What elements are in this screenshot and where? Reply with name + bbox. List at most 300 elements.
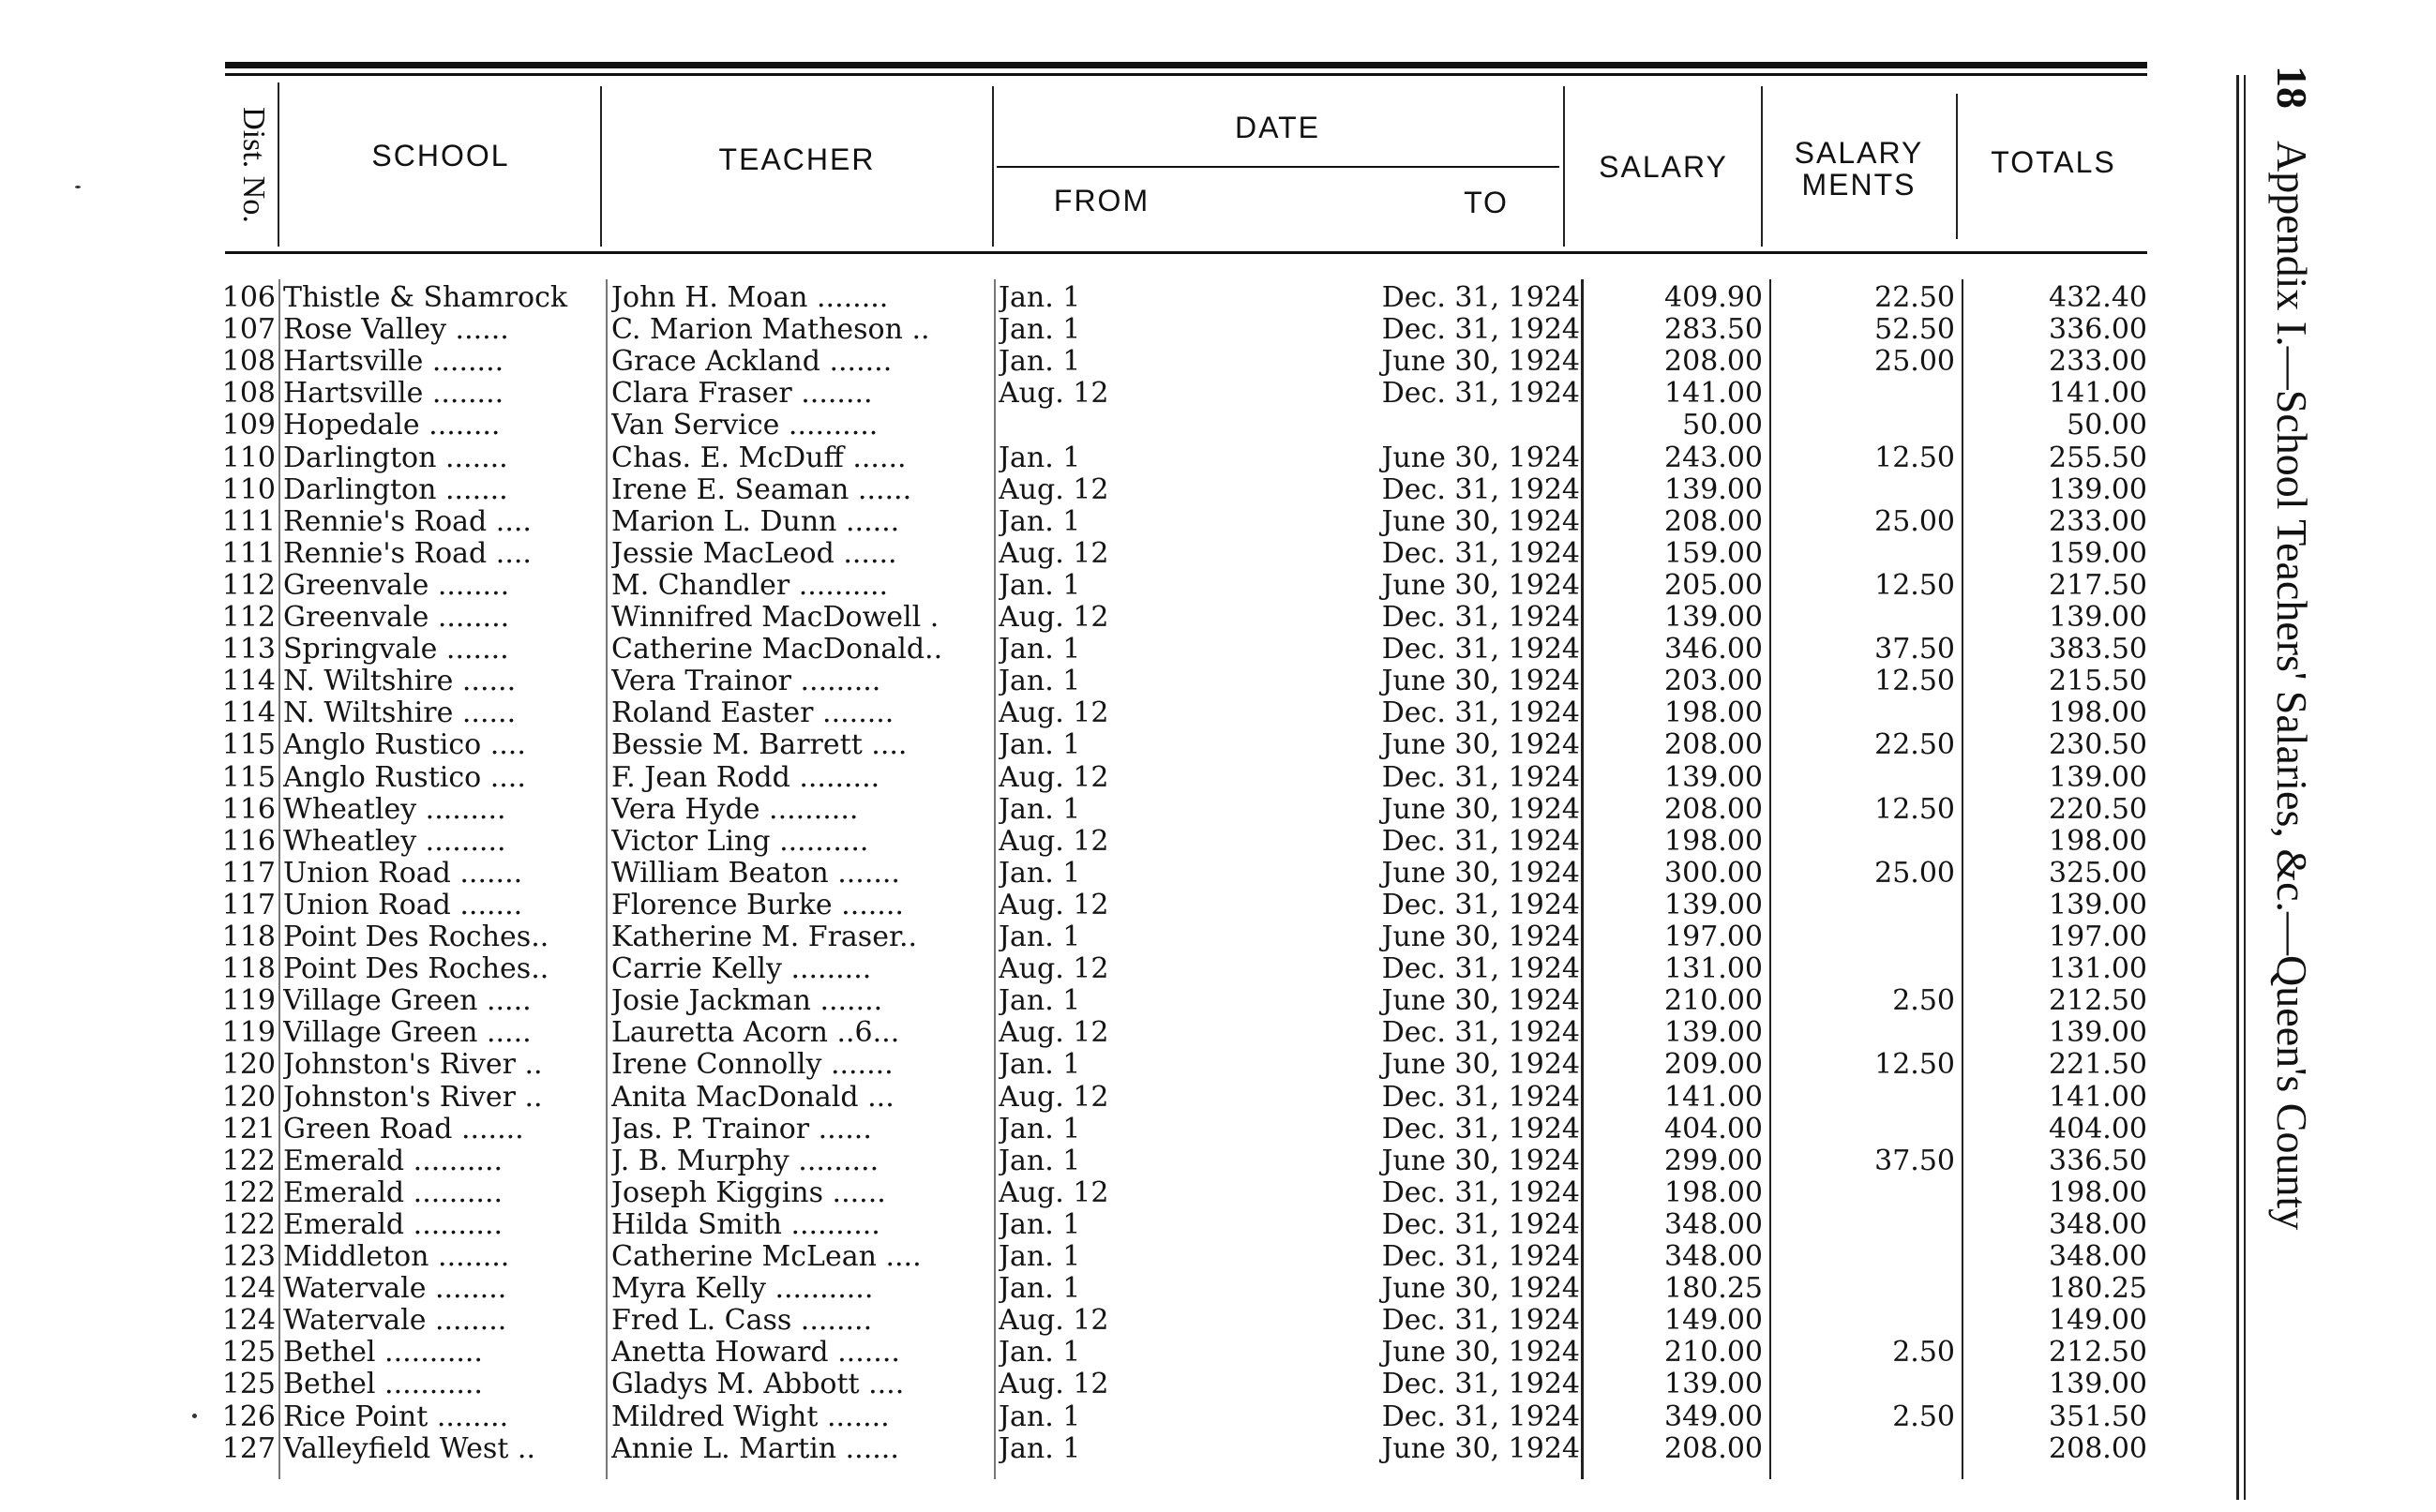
- header-teacher: TEACHER: [718, 142, 876, 176]
- dist-no-cell: 126: [221, 1400, 276, 1433]
- date-to-cell: Dec. 31, 1924: [1381, 1017, 1580, 1050]
- table-row: [0, 697, 2157, 729]
- salary-cell: 208.00: [1664, 729, 1763, 762]
- date-from-cell: Jan. 1: [999, 857, 1081, 890]
- table-row: [0, 1273, 2157, 1305]
- school-cell: Valleyfield West ..: [283, 1432, 535, 1465]
- date-from-cell: Jan. 1: [999, 314, 1081, 347]
- dist-no-cell: 117: [221, 889, 276, 921]
- school-cell: Darlington .......: [283, 473, 508, 506]
- date-to-cell: June 30, 1924: [1381, 442, 1580, 474]
- total-cell: 50.00: [2067, 410, 2147, 442]
- total-cell: 221.50: [2049, 1049, 2147, 1082]
- school-cell: Springvale .......: [283, 634, 509, 666]
- teacher-cell: William Beaton .......: [611, 857, 900, 890]
- page-number: 18: [2268, 66, 2317, 109]
- teacher-cell: Van Service ..........: [611, 410, 879, 442]
- dist-no-cell: 119: [221, 1017, 276, 1050]
- salary-cell: 139.00: [1664, 473, 1763, 506]
- salary-cell: 198.00: [1664, 1176, 1763, 1209]
- total-cell: 233.00: [2049, 346, 2147, 379]
- date-from-cell: Jan. 1: [999, 1432, 1081, 1465]
- table-row: [0, 1177, 2157, 1209]
- dist-no-cell: 113: [221, 634, 276, 666]
- school-cell: Bethel ...........: [283, 1369, 483, 1401]
- salary-cell: 139.00: [1664, 1017, 1763, 1050]
- teacher-cell: Anetta Howard .......: [611, 1337, 900, 1370]
- total-cell: 198.00: [2049, 1176, 2147, 1209]
- table-row: [0, 346, 2157, 378]
- dist-no-cell: 108: [221, 378, 276, 411]
- salary-ments-cell: 2.50: [1892, 1400, 1955, 1433]
- date-from-cell: Jan. 1: [999, 666, 1081, 698]
- date-to-cell: June 30, 1924: [1381, 666, 1580, 698]
- total-cell: 383.50: [2049, 634, 2147, 666]
- school-cell: Rennie's Road ....: [283, 537, 532, 570]
- date-to-cell: Dec. 31, 1924: [1381, 1176, 1580, 1209]
- table-row: [0, 602, 2157, 634]
- teacher-cell: Marion L. Dunn ......: [611, 505, 900, 538]
- date-to-cell: Dec. 31, 1924: [1381, 1369, 1580, 1401]
- salary-ments-cell: 22.50: [1874, 729, 1955, 762]
- total-cell: 348.00: [2049, 1241, 2147, 1273]
- dist-no-cell: 122: [221, 1208, 276, 1241]
- teacher-cell: C. Marion Matheson ..: [611, 314, 930, 347]
- dist-no-cell: 115: [221, 761, 276, 794]
- date-from-cell: Jan. 1: [999, 346, 1081, 379]
- school-cell: N. Wiltshire ......: [283, 666, 517, 698]
- date-from-cell: Jan. 1: [999, 634, 1081, 666]
- table-row: [0, 890, 2157, 921]
- table-row: [0, 1369, 2157, 1400]
- header-date: DATE: [1235, 111, 1320, 144]
- school-cell: Anglo Rustico ....: [283, 729, 526, 762]
- dist-no-cell: 110: [221, 442, 276, 474]
- date-from-cell: Aug. 12: [999, 1176, 1109, 1209]
- teacher-cell: Hilda Smith ..........: [611, 1208, 880, 1241]
- dist-no-cell: 115: [221, 729, 276, 762]
- total-cell: 180.25: [2049, 1273, 2147, 1306]
- salary-ments-cell: 25.00: [1874, 505, 1955, 538]
- teacher-cell: Vera Trainor .........: [611, 666, 881, 698]
- school-cell: Johnston's River ..: [283, 1081, 543, 1114]
- teacher-cell: Anita MacDonald ...: [611, 1081, 895, 1114]
- date-to-cell: Dec. 31, 1924: [1381, 825, 1580, 858]
- teacher-cell: Carrie Kelly .........: [611, 953, 872, 986]
- date-from-cell: Aug. 12: [999, 1305, 1109, 1338]
- salary-cell: 203.00: [1664, 666, 1763, 698]
- dist-no-cell: 109: [221, 410, 276, 442]
- date-to-cell: June 30, 1924: [1381, 1049, 1580, 1082]
- school-cell: Middleton ........: [283, 1241, 510, 1273]
- dist-no-cell: 122: [221, 1145, 276, 1177]
- date-to-cell: Dec. 31, 1924: [1381, 1241, 1580, 1273]
- date-to-cell: June 30, 1924: [1381, 1432, 1580, 1465]
- header-school: SCHOOL: [371, 139, 510, 172]
- school-cell: Watervale ........: [283, 1273, 507, 1306]
- salary-ments-cell: 37.50: [1874, 634, 1955, 666]
- total-cell: 230.50: [2049, 729, 2147, 762]
- school-cell: Hopedale ........: [283, 410, 501, 442]
- total-cell: 217.50: [2049, 569, 2147, 602]
- table-row: [0, 921, 2157, 953]
- school-cell: Union Road .......: [283, 889, 523, 921]
- dist-no-cell: 111: [221, 537, 276, 570]
- table-row: [0, 794, 2157, 826]
- table-row: [0, 1433, 2157, 1465]
- date-from-cell: Aug. 12: [999, 473, 1109, 506]
- teacher-cell: M. Chandler ..........: [611, 569, 889, 602]
- school-cell: Emerald ..........: [283, 1208, 504, 1241]
- date-to-cell: June 30, 1924: [1381, 346, 1580, 379]
- total-cell: 351.50: [2049, 1400, 2147, 1433]
- header-salary-ments: SALARY MENTS: [1794, 136, 1924, 202]
- date-to-cell: June 30, 1924: [1381, 921, 1580, 953]
- date-from-cell: Jan. 1: [999, 1400, 1081, 1433]
- salary-ments-cell: 25.00: [1874, 346, 1955, 379]
- total-cell: 159.00: [2049, 537, 2147, 570]
- teacher-cell: Josie Jackman .......: [611, 985, 883, 1018]
- dist-no-cell: 114: [221, 666, 276, 698]
- table-row: [0, 378, 2157, 410]
- salary-cell: 409.90: [1664, 282, 1763, 314]
- salary-cell: 180.25: [1664, 1273, 1763, 1306]
- date-to-cell: Dec. 31, 1924: [1381, 1113, 1580, 1145]
- salary-cell: 205.00: [1664, 569, 1763, 602]
- scan-speck: [75, 186, 81, 188]
- table-row: [0, 1209, 2157, 1241]
- date-subrule: [997, 166, 1559, 168]
- total-cell: 208.00: [2049, 1432, 2147, 1465]
- date-to-cell: June 30, 1924: [1381, 985, 1580, 1018]
- date-to-cell: Dec. 31, 1924: [1381, 1208, 1580, 1241]
- date-from-cell: Jan. 1: [999, 282, 1081, 314]
- table-row: [0, 1049, 2157, 1081]
- salary-cell: 197.00: [1664, 921, 1763, 953]
- teacher-cell: Gladys M. Abbott ....: [611, 1369, 905, 1401]
- teacher-cell: John H. Moan ........: [611, 282, 889, 314]
- table-row: [0, 314, 2157, 346]
- date-to-cell: Dec. 31, 1924: [1381, 1305, 1580, 1338]
- teacher-cell: Victor Ling ..........: [611, 825, 869, 858]
- salary-cell: 210.00: [1664, 985, 1763, 1018]
- school-cell: Thistle & Shamrock: [283, 282, 568, 314]
- salary-ments-cell: 37.50: [1874, 1145, 1955, 1177]
- salary-cell: 404.00: [1664, 1113, 1763, 1145]
- salary-cell: 243.00: [1664, 442, 1763, 474]
- side-rule: [2244, 75, 2246, 1500]
- date-from-cell: Aug. 12: [999, 537, 1109, 570]
- table-row: [0, 985, 2157, 1017]
- school-cell: Union Road .......: [283, 857, 523, 890]
- date-to-cell: Dec. 31, 1924: [1381, 697, 1580, 730]
- table-row: [0, 1145, 2157, 1177]
- dist-no-cell: 112: [221, 569, 276, 602]
- date-to-cell: June 30, 1924: [1381, 1337, 1580, 1370]
- salary-cell: 283.50: [1664, 314, 1763, 347]
- salary-cell: 141.00: [1664, 378, 1763, 411]
- table-row: [0, 1401, 2157, 1433]
- total-cell: 139.00: [2049, 473, 2147, 506]
- total-cell: 149.00: [2049, 1305, 2147, 1338]
- date-from-cell: Jan. 1: [999, 1049, 1081, 1082]
- teacher-cell: Mildred Wight .......: [611, 1400, 890, 1433]
- salary-ments-cell: 52.50: [1874, 314, 1955, 347]
- school-cell: Green Road .......: [283, 1113, 524, 1145]
- school-cell: Greenvale ........: [283, 569, 510, 602]
- school-cell: N. Wiltshire ......: [283, 697, 517, 730]
- teacher-cell: Roland Easter ........: [611, 697, 895, 730]
- table-row: [0, 1082, 2157, 1114]
- table-row: [0, 1114, 2157, 1145]
- scan-speck: [192, 1414, 197, 1418]
- total-cell: 139.00: [2049, 761, 2147, 794]
- date-to-cell: June 30, 1924: [1381, 857, 1580, 890]
- dist-no-cell: 118: [221, 921, 276, 953]
- dist-no-cell: 116: [221, 793, 276, 826]
- dist-no-cell: 122: [221, 1176, 276, 1209]
- school-cell: Rice Point ........: [283, 1400, 509, 1433]
- dist-no-cell: 107: [221, 314, 276, 347]
- salary-cell: 141.00: [1664, 1081, 1763, 1114]
- teacher-cell: Catherine McLean ....: [611, 1241, 922, 1273]
- salary-cell: 348.00: [1664, 1241, 1763, 1273]
- dist-no-cell: 114: [221, 697, 276, 730]
- teacher-cell: Jas. P. Trainor ......: [611, 1113, 872, 1145]
- table-row: [0, 474, 2157, 506]
- total-cell: 233.00: [2049, 505, 2147, 538]
- table-row: [0, 858, 2157, 890]
- date-to-cell: Dec. 31, 1924: [1381, 282, 1580, 314]
- salary-cell: 208.00: [1664, 346, 1763, 379]
- date-from-cell: Jan. 1: [999, 985, 1081, 1018]
- table-row: [0, 1241, 2157, 1273]
- dist-no-cell: 116: [221, 825, 276, 858]
- teacher-cell: Fred L. Cass ........: [611, 1305, 873, 1338]
- school-cell: Bethel ...........: [283, 1337, 483, 1370]
- salary-cell: 349.00: [1664, 1400, 1763, 1433]
- table-row: [0, 506, 2157, 538]
- dist-no-cell: 125: [221, 1369, 276, 1401]
- header-totals: TOTALS: [1991, 145, 2116, 179]
- date-to-cell: Dec. 31, 1924: [1381, 889, 1580, 921]
- salary-cell: 159.00: [1664, 537, 1763, 570]
- dist-no-cell: 120: [221, 1081, 276, 1114]
- school-cell: Village Green .....: [283, 1017, 532, 1050]
- school-cell: Hartsville ........: [283, 378, 504, 411]
- date-to-cell: Dec. 31, 1924: [1381, 378, 1580, 411]
- table-row: [0, 729, 2157, 761]
- date-from-cell: Jan. 1: [999, 921, 1081, 953]
- teacher-cell: Clara Fraser ........: [611, 378, 873, 411]
- salary-cell: 149.00: [1664, 1305, 1763, 1338]
- total-cell: 220.50: [2049, 793, 2147, 826]
- teacher-cell: Grace Ackland .......: [611, 346, 893, 379]
- school-cell: Village Green .....: [283, 985, 532, 1018]
- table-row: [0, 666, 2157, 697]
- salary-cell: 139.00: [1664, 761, 1763, 794]
- date-from-cell: Aug. 12: [999, 889, 1109, 921]
- header-to: TO: [1464, 186, 1509, 219]
- school-cell: Greenvale ........: [283, 602, 510, 634]
- salary-ments-cell: 12.50: [1874, 793, 1955, 826]
- teacher-cell: Katherine M. Fraser..: [611, 921, 918, 953]
- salary-ments-cell: 12.50: [1874, 569, 1955, 602]
- date-to-cell: June 30, 1924: [1381, 793, 1580, 826]
- table-row: [0, 634, 2157, 666]
- date-to-cell: June 30, 1924: [1381, 505, 1580, 538]
- teacher-cell: Florence Burke .......: [611, 889, 904, 921]
- total-cell: 198.00: [2049, 697, 2147, 730]
- total-cell: 255.50: [2049, 442, 2147, 474]
- school-cell: Point Des Roches..: [283, 953, 549, 986]
- salary-cell: 139.00: [1664, 889, 1763, 921]
- total-cell: 139.00: [2049, 602, 2147, 634]
- total-cell: 325.00: [2049, 857, 2147, 890]
- dist-no-cell: 110: [221, 473, 276, 506]
- date-from-cell: Aug. 12: [999, 953, 1109, 986]
- salary-cell: 139.00: [1664, 1369, 1763, 1401]
- school-cell: Anglo Rustico ....: [283, 761, 526, 794]
- date-to-cell: Dec. 31, 1924: [1381, 1400, 1580, 1433]
- total-cell: 197.00: [2049, 921, 2147, 953]
- teacher-cell: J. B. Murphy .........: [611, 1145, 880, 1177]
- dist-no-cell: 120: [221, 1049, 276, 1082]
- teacher-cell: Annie L. Martin ......: [611, 1432, 899, 1465]
- teacher-cell: Catherine MacDonald..: [611, 634, 943, 666]
- teacher-cell: Lauretta Acorn ..6...: [611, 1017, 900, 1050]
- date-from-cell: Aug. 12: [999, 697, 1109, 730]
- dist-no-cell: 127: [221, 1432, 276, 1465]
- table-row: [0, 953, 2157, 985]
- date-from-cell: Jan. 1: [999, 793, 1081, 826]
- teacher-cell: Vera Hyde ..........: [611, 793, 859, 826]
- header-from: FROM: [1053, 184, 1150, 217]
- date-to-cell: Dec. 31, 1924: [1381, 953, 1580, 986]
- dist-no-cell: 124: [221, 1273, 276, 1306]
- total-cell: 432.40: [2049, 282, 2147, 314]
- date-to-cell: Dec. 31, 1924: [1381, 634, 1580, 666]
- table-row: [0, 410, 2157, 442]
- dist-no-cell: 106: [221, 282, 276, 314]
- date-from-cell: Jan. 1: [999, 1241, 1081, 1273]
- salary-cell: 50.00: [1682, 410, 1763, 442]
- salary-cell: 198.00: [1664, 697, 1763, 730]
- side-heading: [2255, 66, 2330, 1490]
- total-cell: 139.00: [2049, 889, 2147, 921]
- header-divider: [600, 86, 602, 247]
- teacher-cell: Myra Kelly ...........: [611, 1273, 874, 1306]
- total-cell: 131.00: [2049, 953, 2147, 986]
- teacher-cell: Irene Connolly .......: [611, 1049, 894, 1082]
- date-from-cell: Aug. 12: [999, 1081, 1109, 1114]
- dist-no-cell: 118: [221, 953, 276, 986]
- salary-ments-cell: 12.50: [1874, 1049, 1955, 1082]
- date-from-cell: Aug. 12: [999, 1017, 1109, 1050]
- side-title: Appendix I.—School Teachers' Salaries, &c.—Queen's County: [2268, 141, 2317, 1231]
- salary-cell: 346.00: [1664, 634, 1763, 666]
- total-cell: 141.00: [2049, 1081, 2147, 1114]
- salary-ments-cell: 2.50: [1892, 1337, 1955, 1370]
- salary-cell: 348.00: [1664, 1208, 1763, 1241]
- table-row: [0, 538, 2157, 570]
- teacher-cell: Winnifred MacDowell .: [611, 602, 940, 634]
- dist-no-cell: 108: [221, 346, 276, 379]
- date-from-cell: Aug. 12: [999, 761, 1109, 794]
- header-salary: SALARY: [1599, 150, 1728, 184]
- school-cell: Darlington .......: [283, 442, 508, 474]
- date-to-cell: Dec. 31, 1924: [1381, 602, 1580, 634]
- date-to-cell: Dec. 31, 1924: [1381, 314, 1580, 347]
- dist-no-cell: 121: [221, 1113, 276, 1145]
- teacher-cell: Bessie M. Barrett ....: [611, 729, 908, 762]
- salary-cell: 208.00: [1664, 793, 1763, 826]
- date-to-cell: June 30, 1924: [1381, 729, 1580, 762]
- header-divider: [1956, 94, 1958, 239]
- dist-no-cell: 124: [221, 1305, 276, 1338]
- teacher-cell: F. Jean Rodd .........: [611, 761, 880, 794]
- table-row: [0, 826, 2157, 858]
- school-cell: Hartsville ........: [283, 346, 504, 379]
- salary-cell: 208.00: [1664, 505, 1763, 538]
- salary-ments-cell: 25.00: [1874, 857, 1955, 890]
- salary-ments-cell: 22.50: [1874, 282, 1955, 314]
- salary-cell: 300.00: [1664, 857, 1763, 890]
- date-to-cell: June 30, 1924: [1381, 1273, 1580, 1306]
- dist-no-cell: 117: [221, 857, 276, 890]
- school-cell: Emerald ..........: [283, 1176, 504, 1209]
- date-from-cell: Aug. 12: [999, 825, 1109, 858]
- total-cell: 141.00: [2049, 378, 2147, 411]
- header-rule: [225, 251, 2147, 254]
- salary-ments-cell: 2.50: [1892, 985, 1955, 1018]
- date-to-cell: June 30, 1924: [1381, 1145, 1580, 1177]
- table-row: [0, 1337, 2157, 1369]
- school-cell: Rennie's Road ....: [283, 505, 532, 538]
- table-row: [0, 1305, 2157, 1337]
- total-cell: 139.00: [2049, 1369, 2147, 1401]
- total-cell: 404.00: [2049, 1113, 2147, 1145]
- table-row: [0, 442, 2157, 474]
- date-from-cell: Jan. 1: [999, 1208, 1081, 1241]
- teacher-cell: Irene E. Seaman ......: [611, 473, 912, 506]
- top-rule-thin: [225, 73, 2147, 76]
- total-cell: 212.50: [2049, 985, 2147, 1018]
- salary-cell: 299.00: [1664, 1145, 1763, 1177]
- dist-no-cell: 119: [221, 985, 276, 1018]
- date-from-cell: Jan. 1: [999, 442, 1081, 474]
- school-cell: Wheatley .........: [283, 793, 506, 826]
- date-to-cell: Dec. 31, 1924: [1381, 537, 1580, 570]
- salary-ments-cell: 12.50: [1874, 666, 1955, 698]
- total-cell: 348.00: [2049, 1208, 2147, 1241]
- header-divider: [1563, 86, 1565, 247]
- date-from-cell: Aug. 12: [999, 602, 1109, 634]
- total-cell: 139.00: [2049, 1017, 2147, 1050]
- date-from-cell: Aug. 12: [999, 1369, 1109, 1401]
- date-from-cell: Jan. 1: [999, 1145, 1081, 1177]
- teacher-cell: Joseph Kiggins ......: [611, 1176, 886, 1209]
- teacher-cell: Jessie MacLeod ......: [611, 537, 897, 570]
- total-cell: 212.50: [2049, 1337, 2147, 1370]
- total-cell: 198.00: [2049, 825, 2147, 858]
- total-cell: 336.50: [2049, 1145, 2147, 1177]
- date-to-cell: Dec. 31, 1924: [1381, 473, 1580, 506]
- date-to-cell: June 30, 1924: [1381, 569, 1580, 602]
- date-from-cell: Aug. 12: [999, 378, 1109, 411]
- teacher-cell: Chas. E. McDuff ......: [611, 442, 907, 474]
- side-rule: [2236, 75, 2239, 1500]
